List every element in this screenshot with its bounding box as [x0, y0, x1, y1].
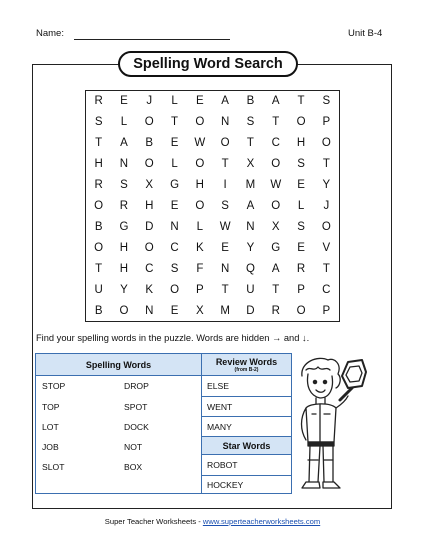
- grid-letter[interactable]: B: [94, 220, 103, 233]
- grid-letter[interactable]: C: [145, 262, 154, 275]
- spelling-words-header: Spelling Words: [36, 354, 201, 376]
- grid-letter[interactable]: Y: [246, 241, 255, 254]
- spelling-word: DOCK: [124, 422, 149, 432]
- grid-letter[interactable]: O: [94, 241, 104, 254]
- grid-letter[interactable]: B: [145, 137, 154, 150]
- grid-letter[interactable]: T: [297, 95, 305, 108]
- grid-letter[interactable]: S: [94, 116, 103, 129]
- grid-letter[interactable]: O: [170, 283, 180, 296]
- grid-letter[interactable]: L: [297, 199, 305, 212]
- grid-letter[interactable]: O: [144, 241, 154, 254]
- grid-letter[interactable]: O: [220, 137, 230, 150]
- star-word: HOCKEY: [207, 480, 244, 490]
- spelling-word: LOT: [42, 422, 59, 432]
- grid-letter[interactable]: N: [170, 220, 179, 233]
- review-words-header: [202, 354, 291, 376]
- page-title: Spelling Word Search: [118, 51, 298, 77]
- grid-letter[interactable]: O: [195, 199, 205, 212]
- spelling-word: JOB: [42, 442, 59, 452]
- grid-letter[interactable]: O: [296, 304, 306, 317]
- star-words-header: Star Words: [202, 436, 291, 455]
- grid-letter[interactable]: I: [223, 179, 227, 192]
- grid-letter[interactable]: P: [322, 116, 331, 129]
- grid-letter[interactable]: O: [94, 199, 104, 212]
- grid-letter[interactable]: E: [221, 241, 229, 254]
- grid-letter[interactable]: C: [271, 137, 280, 150]
- grid-letter[interactable]: T: [221, 283, 229, 296]
- row-divider: [202, 416, 291, 417]
- grid-letter[interactable]: Y: [322, 179, 331, 192]
- grid-letter[interactable]: G: [119, 220, 129, 233]
- grid-letter[interactable]: T: [272, 116, 280, 129]
- grid-letter[interactable]: P: [297, 283, 305, 296]
- grid-letter[interactable]: S: [221, 199, 229, 212]
- grid-letter[interactable]: A: [271, 262, 280, 275]
- grid-letter[interactable]: H: [195, 179, 204, 192]
- grid-letter[interactable]: R: [271, 304, 280, 317]
- grid-letter[interactable]: E: [170, 199, 179, 212]
- grid-letter[interactable]: W: [270, 179, 282, 192]
- grid-letter[interactable]: L: [196, 220, 204, 233]
- name-line[interactable]: [74, 39, 230, 40]
- grid-letter[interactable]: L: [171, 95, 178, 108]
- grid-letter[interactable]: L: [120, 116, 128, 129]
- grid-letter[interactable]: S: [297, 220, 305, 233]
- grid-letter[interactable]: N: [220, 116, 230, 129]
- spelling-word: STOP: [42, 381, 66, 391]
- grid-letter[interactable]: Q: [245, 262, 255, 275]
- grid-letter[interactable]: T: [171, 116, 179, 129]
- grid-letter[interactable]: S: [170, 262, 179, 275]
- grid-letter[interactable]: K: [196, 241, 204, 254]
- unit-label: Unit B-4: [348, 28, 383, 39]
- grid-letter[interactable]: X: [271, 220, 280, 233]
- grid-letter[interactable]: G: [271, 241, 281, 254]
- grid-letter[interactable]: O: [195, 158, 205, 171]
- grid-letter[interactable]: A: [221, 95, 229, 108]
- spelling-word: TOP: [42, 402, 60, 412]
- grid-letter[interactable]: R: [94, 179, 103, 192]
- grid-letter[interactable]: M: [245, 179, 256, 192]
- spelling-word: BOX: [124, 462, 143, 472]
- grid-letter[interactable]: P: [196, 283, 204, 296]
- grid-letter[interactable]: W: [194, 137, 206, 150]
- grid-letter[interactable]: H: [296, 137, 306, 150]
- grid-letter[interactable]: S: [246, 116, 255, 129]
- grid-letter[interactable]: O: [144, 116, 154, 129]
- grid-letter[interactable]: T: [95, 137, 103, 150]
- grid-letter[interactable]: O: [144, 158, 154, 171]
- grid-letter[interactable]: N: [145, 304, 154, 317]
- grid-letter[interactable]: E: [297, 241, 305, 254]
- grid-letter[interactable]: R: [119, 199, 129, 212]
- grid-letter[interactable]: R: [94, 95, 103, 108]
- grid-letter[interactable]: T: [272, 283, 280, 296]
- grid-letter[interactable]: N: [246, 220, 255, 233]
- star-word: ROBOT: [207, 460, 238, 470]
- grid-letter[interactable]: N: [119, 158, 129, 171]
- grid-letter[interactable]: O: [296, 116, 306, 129]
- grid-letter[interactable]: X: [145, 179, 154, 192]
- grid-letter[interactable]: D: [145, 220, 154, 233]
- instructions: Find your spelling words in the puzzle. Words are hidden → and ↓.: [36, 333, 310, 343]
- grid-letter[interactable]: T: [246, 137, 254, 150]
- grid-letter[interactable]: O: [195, 116, 205, 129]
- grid-letter[interactable]: W: [219, 220, 231, 233]
- grid-letter[interactable]: G: [170, 179, 180, 192]
- grid-letter[interactable]: H: [119, 241, 129, 254]
- grid-letter[interactable]: S: [322, 95, 331, 108]
- grid-letter[interactable]: O: [321, 137, 331, 150]
- grid-letter[interactable]: J: [323, 199, 330, 212]
- name-label: Name:: [36, 28, 64, 39]
- grid-letter[interactable]: E: [170, 304, 179, 317]
- grid-letter[interactable]: Y: [120, 283, 128, 296]
- grid-letter[interactable]: N: [220, 262, 230, 275]
- spelling-word: NOT: [124, 442, 143, 452]
- grid-letter[interactable]: T: [322, 262, 330, 275]
- spelling-word: DROP: [124, 381, 149, 391]
- grid-letter[interactable]: C: [322, 283, 331, 296]
- grid-letter[interactable]: F: [196, 262, 204, 275]
- grid-letter[interactable]: L: [171, 158, 178, 171]
- grid-letter[interactable]: C: [170, 241, 179, 254]
- grid-letter[interactable]: X: [246, 158, 255, 171]
- grid-letter[interactable]: H: [145, 199, 154, 212]
- grid-letter[interactable]: T: [95, 262, 103, 275]
- grid-letter[interactable]: H: [94, 158, 103, 171]
- spelling-word: SLOT: [42, 462, 65, 472]
- grid-letter[interactable]: P: [322, 304, 331, 317]
- grid-letter[interactable]: A: [271, 95, 280, 108]
- grid-letter[interactable]: U: [94, 283, 103, 296]
- grid-letter[interactable]: K: [145, 283, 154, 296]
- footer-link[interactable]: www.superteacherworksheets.com: [202, 517, 321, 526]
- grid-letter[interactable]: H: [119, 262, 129, 275]
- word-search-grid: [85, 90, 340, 322]
- kid-with-magnifying-glass-illustration: [296, 356, 368, 494]
- review-words-table: [202, 353, 292, 494]
- grid-letter[interactable]: E: [297, 179, 305, 192]
- spelling-word: SPOT: [124, 402, 148, 412]
- grid-letter[interactable]: J: [146, 95, 153, 108]
- grid-letter[interactable]: O: [119, 304, 129, 317]
- review-word: WENT: [207, 402, 233, 412]
- review-words-title: Review Words: [215, 357, 278, 367]
- footer: [0, 517, 425, 526]
- grid-letter[interactable]: O: [271, 199, 281, 212]
- grid-letter[interactable]: D: [246, 304, 255, 317]
- review-words-subheader: (from B-2): [234, 367, 259, 373]
- grid-letter[interactable]: T: [322, 158, 330, 171]
- grid-letter[interactable]: A: [246, 199, 255, 212]
- grid-letter[interactable]: E: [170, 137, 179, 150]
- grid-letter[interactable]: O: [271, 158, 281, 171]
- grid-letter[interactable]: M: [220, 304, 230, 317]
- row-divider: [202, 396, 291, 397]
- grid-letter[interactable]: B: [246, 95, 255, 108]
- grid-letter[interactable]: V: [322, 241, 331, 254]
- grid-letter[interactable]: O: [321, 220, 331, 233]
- grid-letter[interactable]: U: [246, 283, 255, 296]
- grid-letter[interactable]: A: [120, 137, 128, 150]
- grid-letter[interactable]: E: [120, 95, 128, 108]
- row-divider: [202, 475, 291, 476]
- grid-letter[interactable]: T: [221, 158, 229, 171]
- grid-letter[interactable]: B: [94, 304, 103, 317]
- grid-letter[interactable]: S: [297, 158, 305, 171]
- spelling-words-table: [35, 353, 202, 494]
- footer-text: Super Teacher Worksheets -: [104, 517, 203, 526]
- grid-letter[interactable]: S: [120, 179, 128, 192]
- grid-letter[interactable]: X: [196, 304, 204, 317]
- grid-letter[interactable]: R: [296, 262, 306, 275]
- review-word: MANY: [207, 422, 232, 432]
- review-word: ELSE: [207, 381, 229, 391]
- grid-letter[interactable]: E: [196, 95, 204, 108]
